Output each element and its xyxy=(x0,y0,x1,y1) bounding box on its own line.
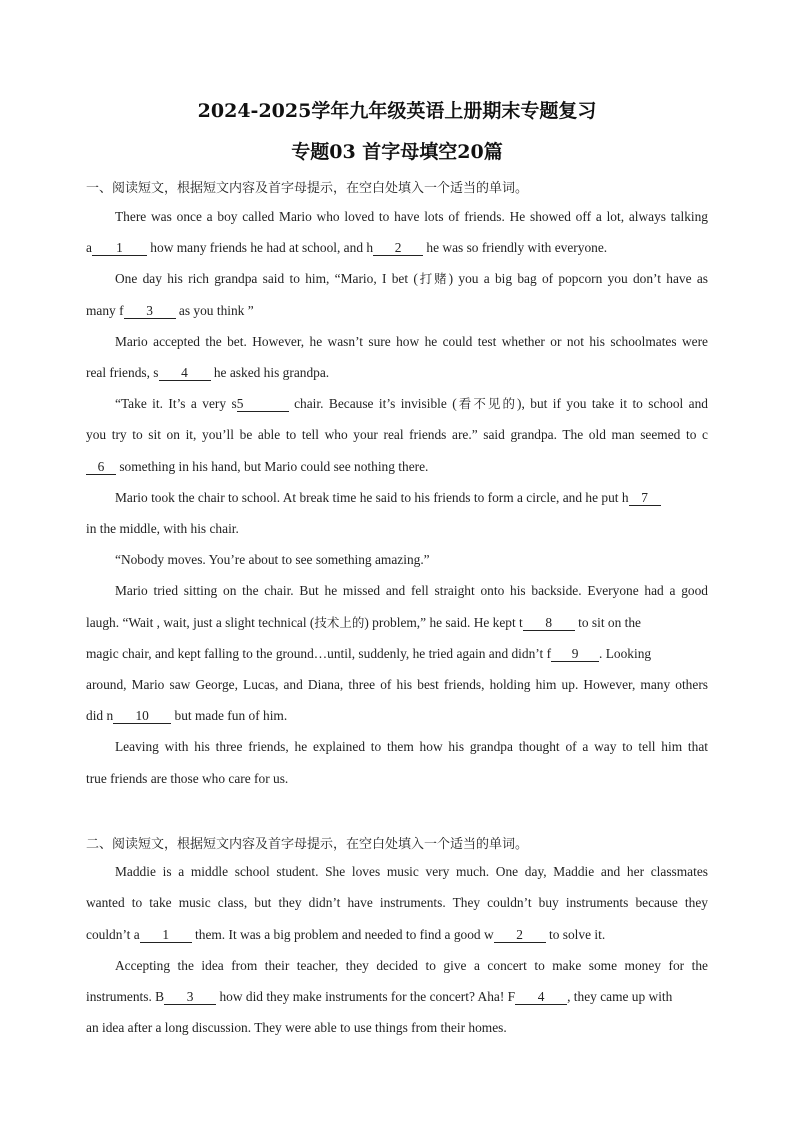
passage-2-line: wanted to take music class, but they didn’t have instruments. They couldn’t buy instruments because they xyxy=(86,895,708,910)
passage-2-line: couldn’t a 1 them. It was a big problem and needed to find a good w 2 to solve it. xyxy=(86,927,606,942)
answer-blank[interactable]: 10 xyxy=(113,709,171,724)
answer-blank[interactable]: 5 xyxy=(237,397,289,412)
document-subtitle: 专题03 首字母填空20篇 xyxy=(291,141,503,163)
passage-2-line: Accepting the idea from their teacher, they decided to give a concert to make some money for the xyxy=(115,958,708,973)
passage-1-line: Mario tried sitting on the chair. But he missed and fell straight onto his backside. Everyone had a good xyxy=(115,583,708,598)
answer-blank[interactable]: 3 xyxy=(164,990,216,1005)
passage-1-line: 6 something in his hand, but Mario could see nothing there. xyxy=(86,459,708,475)
answer-blank[interactable]: 3 xyxy=(124,304,176,319)
passage-1-line: a 1 how many friends he had at school, and h 2 he was so friendly with everyone. xyxy=(86,240,608,255)
section-1-heading: 一、阅读短文，根据短文内容及首字母提示，在空白处填入一个适当的单词。 xyxy=(86,181,529,196)
passage-1-line: in the middle, with his chair. xyxy=(86,521,239,536)
passage-1-line: magic chair, and kept falling to the ground…until, suddenly, he tried again and didn’t f 9 . Looking xyxy=(86,646,652,661)
answer-blank[interactable]: 9 xyxy=(551,647,599,662)
passage-1-line: Mario took the chair to school. At break time he said to his friends to form a circle, and he put h 7 xyxy=(115,490,708,506)
passage-1-line: One day his rich grandpa said to him, “Mario, I bet (打赌) you a big bag of popcorn you don’t have as xyxy=(115,271,708,286)
passage-2-line: an idea after a long discussion. They were able to use things from their homes. xyxy=(86,1020,507,1035)
answer-blank[interactable]: 6 xyxy=(86,460,116,475)
section-2-heading: 二、阅读短文，根据短文内容及首字母提示，在空白处填入一个适当的单词。 xyxy=(86,837,529,852)
answer-blank[interactable]: 4 xyxy=(515,990,567,1005)
answer-blank[interactable]: 7 xyxy=(629,491,661,506)
passage-1-line: did n 10 but made fun of him. xyxy=(86,708,288,723)
passage-1-line: many f 3 as you think ” xyxy=(86,303,254,318)
passage-1-line: true friends are those who care for us. xyxy=(86,771,289,786)
passage-1-line: laugh. “Wait , wait, just a slight technical (技术上的) problem,” he said. He kept t 8 to sit on the xyxy=(86,615,641,630)
passage-2-line: instruments. B 3 how did they make instruments for the concert? Aha! F 4 , they came up with xyxy=(86,989,673,1004)
passage-1-line: you try to sit on it, you’ll be able to tell who your real friends are.” said grandpa. The old man seemed to c xyxy=(86,427,708,442)
document-title: 2024-2025学年九年级英语上册期末专题复习 xyxy=(197,100,597,122)
answer-blank[interactable]: 2 xyxy=(494,928,546,943)
passage-1-line: around, Mario saw George, Lucas, and Diana, three of his best friends, holding him up. However, many others xyxy=(86,677,708,692)
passage-1-line: “Nobody moves. You’re about to see something amazing.” xyxy=(115,552,430,567)
passage-1-line: “Take it. It’s a very s5 chair. Because it’s invisible (看不见的), but if you take it to school and xyxy=(115,396,708,411)
passage-1-line: Mario accepted the bet. However, he wasn’t sure how he could test whether or not his schoolmates were xyxy=(115,334,708,349)
answer-blank[interactable]: 1 xyxy=(140,928,192,943)
passage-2-line: Maddie is a middle school student. She loves music very much. One day, Maddie and her classmates xyxy=(115,864,708,879)
answer-blank[interactable]: 8 xyxy=(523,616,575,631)
answer-blank[interactable]: 1 xyxy=(92,241,147,256)
passage-1-line: There was once a boy called Mario who loved to have lots of friends. He showed off a lot, always talking xyxy=(115,209,708,224)
passage-1-line: Leaving with his three friends, he explained to them how his grandpa thought of a way to tell him that xyxy=(115,739,708,754)
answer-blank[interactable]: 2 xyxy=(373,241,423,256)
answer-blank[interactable]: 4 xyxy=(159,366,211,381)
passage-1-line: real friends, s 4 he asked his grandpa. xyxy=(86,365,330,380)
